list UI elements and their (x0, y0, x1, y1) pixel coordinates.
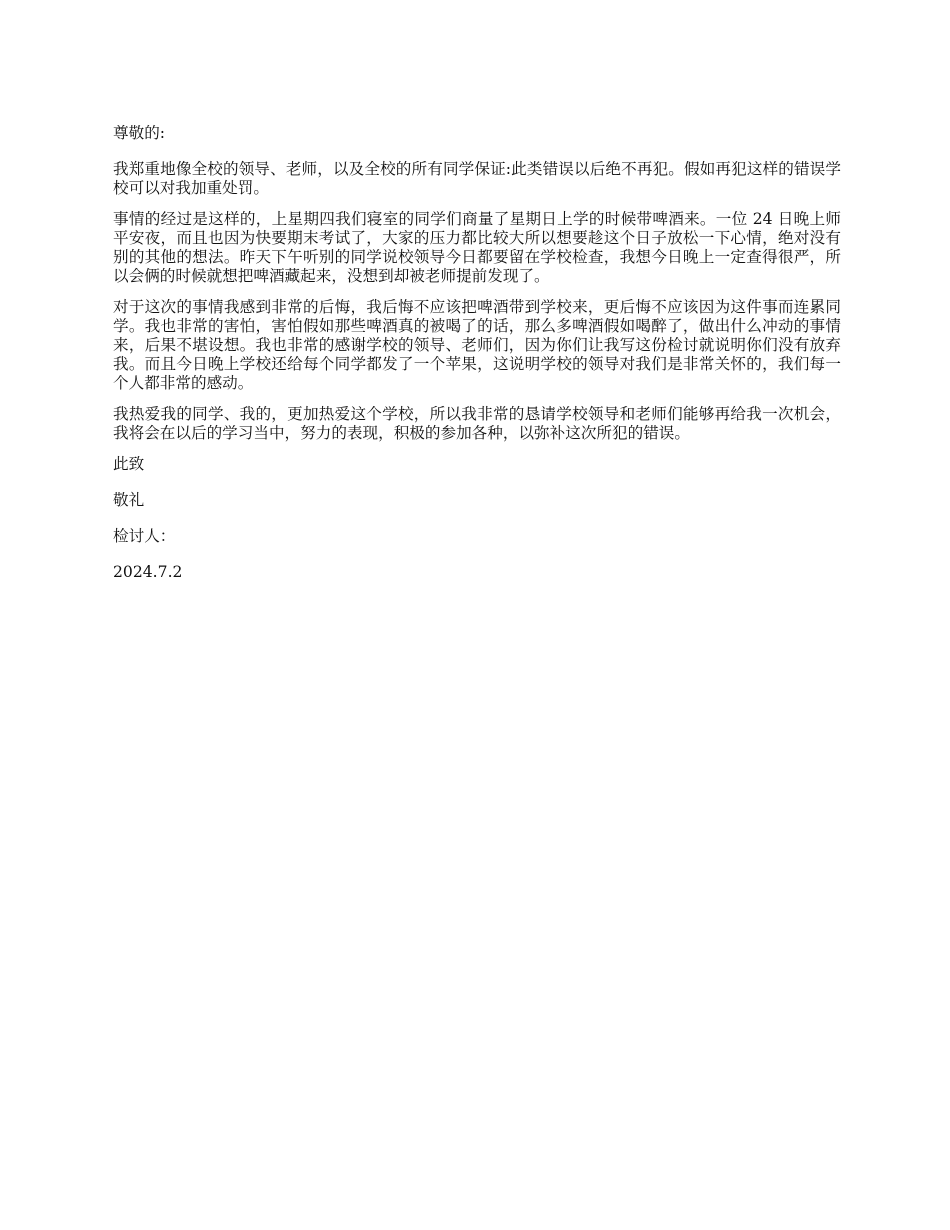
paragraph-pledge: 我郑重地像全校的领导、老师，以及全校的所有同学保证:此类错误以后绝不再犯。假如再犯这样的错误学校可以对我加重处罚。 (113, 160, 841, 197)
paragraph-incident: 事情的经过是这样的，上星期四我们寝室的同学们商量了星期日上学的时候带啤酒来。一位 24 日晚上师平安夜，而且也因为快要期末考试了，大家的压力都比较大所以想要趁这个日子放松一下心情，绝对没有别的其他的想法。昨天下午听别的同学说校领导今日都要留在学校检查，我想今日晚上一定查得很严，所以会俩的时候就想把啤酒藏起来，没想到却被老师提前发现了。 (113, 210, 841, 285)
closing-cizhi: 此致 (113, 455, 145, 473)
paragraph-request: 我热爱我的同学、我的，更加热爱这个学校，所以我非常的恳请学校领导和老师们能够再给我一次机会，我将会在以后的学习当中，努力的表现，积极的参加各种，以弥补这次所犯的错误。 (113, 405, 841, 442)
signer-label: 检讨人： (113, 527, 176, 545)
closing-jingli: 敬礼 (113, 491, 145, 509)
letter-date: 2024.7.2 (113, 563, 183, 581)
salutation: 尊敬的: (113, 124, 166, 142)
letter-body (113, 124, 841, 599)
paragraph-regret: 对于这次的事情我感到非常的后悔，我后悔不应该把啤酒带到学校来，更后悔不应该因为这件事而连累同学。我也非常的害怕，害怕假如那些啤酒真的被喝了的话，那么多啤酒假如喝醉了，做出什么冲动的事情来，后果不堪设想。我也非常的感谢学校的领导、老师们，因为你们让我写这份检讨就说明你们没有放弃我。而且今日晚上学校还给每个同学都发了一个苹果，这说明学校的领导对我们是非常关怀的，我们每一个人都非常的感动。 (113, 298, 841, 392)
